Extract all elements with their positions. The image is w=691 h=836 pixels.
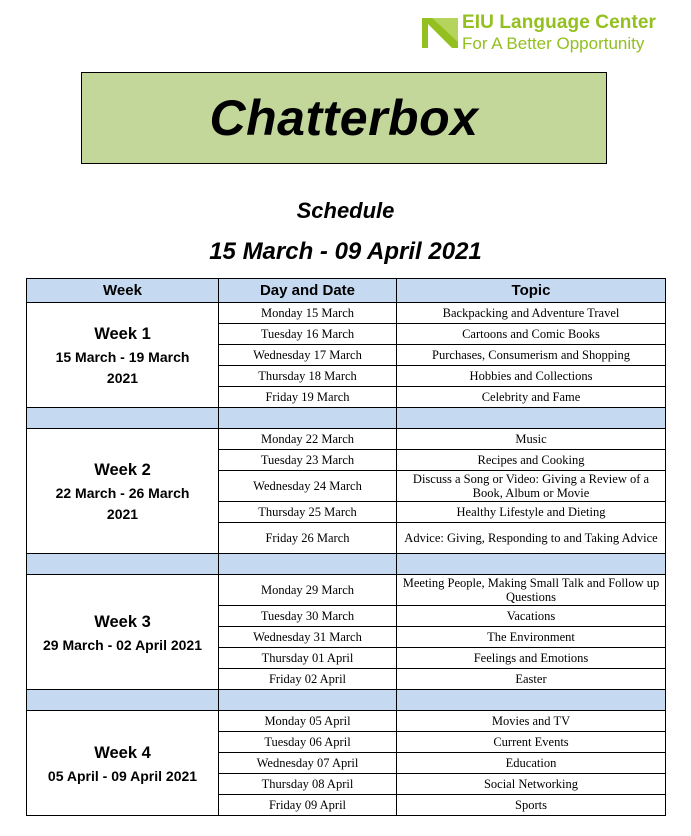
date-range-heading: 15 March - 09 April 2021 <box>209 238 482 265</box>
day-date-cell: Tuesday 30 March <box>219 606 397 627</box>
topic-cell: Purchases, Consumerism and Shopping <box>397 345 666 366</box>
day-date-cell: Wednesday 31 March <box>219 627 397 648</box>
day-date-cell: Monday 05 April <box>219 711 397 732</box>
day-date-cell: Thursday 18 March <box>219 366 397 387</box>
day-date-cell: Friday 09 April <box>219 795 397 816</box>
topic-cell: Feelings and Emotions <box>397 648 666 669</box>
topic-cell: Easter <box>397 669 666 690</box>
eiu-logo-icon <box>422 14 458 50</box>
week-label: Week 2 <box>94 461 151 479</box>
day-date-cell: Thursday 08 April <box>219 774 397 795</box>
title-banner <box>81 72 607 164</box>
separator-cell <box>219 408 397 429</box>
day-date-cell: Tuesday 16 March <box>219 324 397 345</box>
schedule-heading: Schedule <box>296 198 395 223</box>
day-date-cell: Monday 22 March <box>219 429 397 450</box>
table-row <box>27 711 666 732</box>
week-separator-row <box>27 690 666 711</box>
topic-cell: Meeting People, Making Small Talk and Follow up Questions <box>397 575 666 606</box>
topic-cell: Cartoons and Comic Books <box>397 324 666 345</box>
topic-cell: Social Networking <box>397 774 666 795</box>
week-range-year: 2021 <box>106 370 139 386</box>
day-date-cell: Wednesday 17 March <box>219 345 397 366</box>
topic-cell: Sports <box>397 795 666 816</box>
topic-cell: Healthy Lifestyle and Dieting <box>397 502 666 523</box>
week-cell <box>27 711 219 816</box>
separator-cell <box>27 554 219 575</box>
separator-cell <box>397 408 666 429</box>
logo-title: EIU Language Center <box>462 12 657 33</box>
topic-cell: Current Events <box>397 732 666 753</box>
day-date-cell: Friday 19 March <box>219 387 397 408</box>
day-date-cell: Monday 29 March <box>219 575 397 606</box>
separator-cell <box>397 690 666 711</box>
day-date-cell: Wednesday 07 April <box>219 753 397 774</box>
week-separator-row <box>27 554 666 575</box>
week-range-year: 2021 <box>106 506 139 522</box>
header-day-date: Day and Date <box>219 279 397 303</box>
table-row <box>27 429 666 450</box>
day-date-cell: Tuesday 06 April <box>219 732 397 753</box>
week-label: Week 4 <box>94 743 151 762</box>
day-date-cell: Friday 02 April <box>219 669 397 690</box>
topic-cell: Celebrity and Fame <box>397 387 666 408</box>
logo-tagline: For A Better Opportunity <box>462 34 645 53</box>
week-range: 29 March - 02 April 2021 <box>42 636 202 653</box>
week-range: 05 April - 09 April 2021 <box>47 767 198 784</box>
topic-cell: Education <box>397 753 666 774</box>
day-date-cell: Thursday 25 March <box>219 502 397 523</box>
topic-cell: Movies and TV <box>397 711 666 732</box>
week-separator-row <box>27 408 666 429</box>
eiu-logo <box>422 12 662 56</box>
separator-cell <box>27 690 219 711</box>
day-date-cell: Friday 26 March <box>219 523 397 554</box>
day-date-cell: Thursday 01 April <box>219 648 397 669</box>
header-topic: Topic <box>397 279 666 303</box>
topic-cell: Hobbies and Collections <box>397 366 666 387</box>
topic-cell: Music <box>397 429 666 450</box>
week-range: 15 March - 19 March <box>55 349 190 365</box>
table-row <box>27 303 666 324</box>
topic-cell: Recipes and Cooking <box>397 450 666 471</box>
week-label: Week 1 <box>94 325 151 343</box>
header-week: Week <box>27 279 219 303</box>
day-date-cell: Wednesday 24 March <box>219 471 397 502</box>
page-title: Chatterbox <box>209 90 479 146</box>
table-row <box>27 575 666 606</box>
schedule-table <box>26 278 666 816</box>
topic-cell: Discuss a Song or Video: Giving a Review of a Book, Album or Movie <box>397 471 666 502</box>
separator-cell <box>27 408 219 429</box>
separator-cell <box>397 554 666 575</box>
week-cell <box>27 429 219 554</box>
week-cell <box>27 575 219 690</box>
topic-cell: Vacations <box>397 606 666 627</box>
day-date-cell: Tuesday 23 March <box>219 450 397 471</box>
separator-cell <box>219 690 397 711</box>
day-date-cell: Monday 15 March <box>219 303 397 324</box>
topic-cell: Advice: Giving, Responding to and Taking Advice <box>397 523 666 554</box>
week-label: Week 3 <box>94 612 151 631</box>
week-cell <box>27 303 219 408</box>
table-header-row <box>27 279 666 303</box>
topic-cell: Backpacking and Adventure Travel <box>397 303 666 324</box>
week-range: 22 March - 26 March <box>55 485 190 501</box>
topic-cell: The Environment <box>397 627 666 648</box>
separator-cell <box>219 554 397 575</box>
